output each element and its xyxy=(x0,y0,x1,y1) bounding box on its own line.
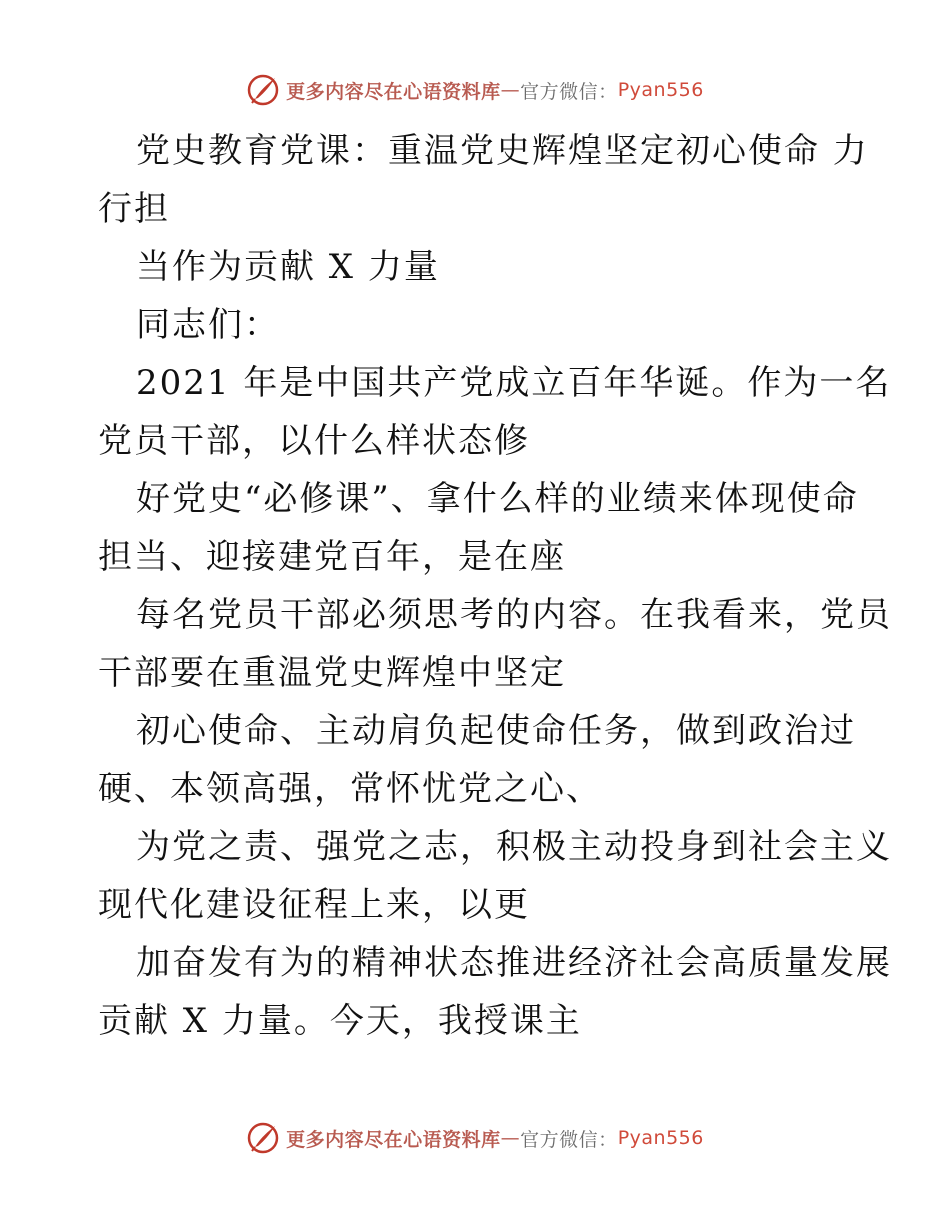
paragraph-line: 每名党员干部必须思考的内容。在我看来，党员 xyxy=(136,595,892,635)
header-watermark xyxy=(0,70,950,110)
paragraph-line: 2021 年是中国共产党成立百年华诞。作为一名 xyxy=(136,363,892,403)
salutation: 同志们： xyxy=(136,305,280,345)
title-line-1: 党史教育党课：重温党史辉煌坚定初心使命 力 xyxy=(136,131,869,171)
paragraph-line: 硬、本领高强，常怀忧党之心、 xyxy=(98,769,602,809)
document-body xyxy=(98,122,892,1050)
watermark-wechat-label: 官方微信： xyxy=(520,1128,618,1151)
footer-watermark xyxy=(0,1118,950,1158)
watermark-wechat-id: Pyan556 xyxy=(617,1127,704,1149)
quill-pen-logo-icon xyxy=(246,1121,280,1155)
paragraph-line: 为党之责、强党之志，积极主动投身到社会主义 xyxy=(136,827,892,867)
watermark-wechat-id: Pyan556 xyxy=(617,79,704,101)
title-line-3: 当作为贡献 X 力量 xyxy=(136,247,440,287)
paragraph-line: 党员干部，以什么样状态修 xyxy=(98,421,530,461)
paragraph-line: 干部要在重温党史辉煌中坚定 xyxy=(98,653,566,693)
watermark-slogan: 更多内容尽在心语资料库 xyxy=(286,1128,501,1151)
watermark-dash: — xyxy=(500,79,521,101)
paragraph-line: 加奋发有为的精神状态推进经济社会高质量发展 xyxy=(136,943,892,983)
watermark-slogan: 更多内容尽在心语资料库 xyxy=(286,80,501,103)
watermark-dash: — xyxy=(500,1127,521,1149)
title-line-2: 行担 xyxy=(98,189,170,229)
paragraph-line: 好党史“必修课”、拿什么样的业绩来体现使命 xyxy=(136,479,859,519)
quill-pen-logo-icon xyxy=(246,73,280,107)
paragraph-line: 担当、迎接建党百年，是在座 xyxy=(98,537,566,577)
watermark-wechat-label: 官方微信： xyxy=(520,80,618,103)
paragraph-line: 初心使命、主动肩负起使命任务，做到政治过 xyxy=(136,711,856,751)
paragraph-line: 贡献 X 力量。今天，我授课主 xyxy=(98,1001,582,1041)
paragraph-line: 现代化建设征程上来，以更 xyxy=(98,885,530,925)
